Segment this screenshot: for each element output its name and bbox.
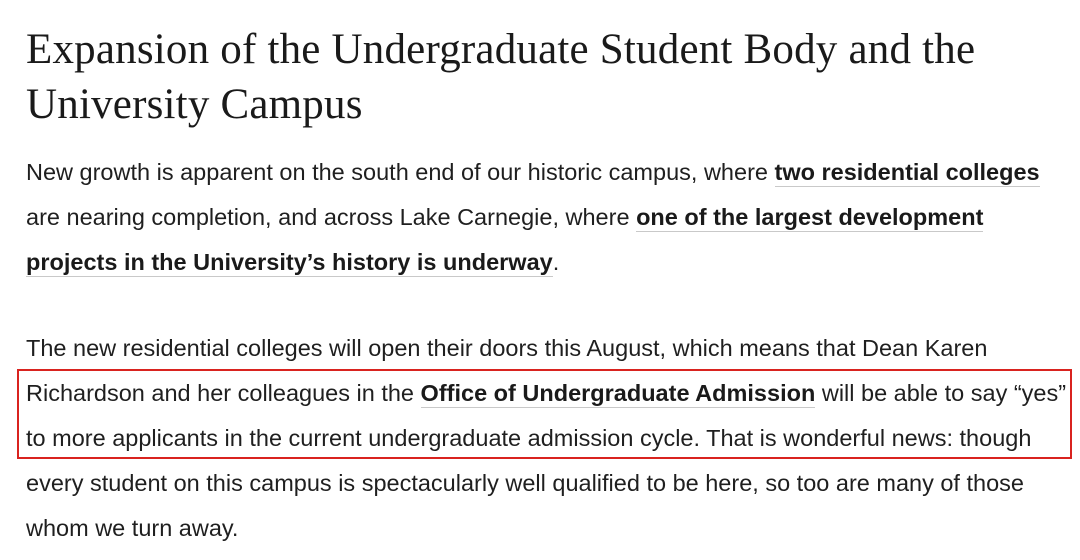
development-projects-link[interactable]: one of the largest development projects in the University’s history is underway [26,204,984,275]
paragraph-text: . [552,249,560,275]
article [26,22,1071,551]
paragraph-residential-colleges [26,326,1071,551]
residential-colleges-link[interactable]: two residential colleges [774,159,1040,185]
paragraph-growth [26,150,1071,285]
article-title: Expansion of the Undergraduate Student Body and the University Campus [26,26,976,128]
paragraph-text: are nearing completion, and across Lake Carnegie, where [26,204,637,230]
admission-office-link[interactable]: Office of Undergraduate Admission [420,380,816,406]
paragraph-text: will be able to say “yes” to more applicants in the current undergraduate admission cycle. That is wonderful news: though every student on this campus is spectacularly well qualified to be here, so too are many of those whom we turn away. [26,380,1067,541]
paragraph-text: New growth is apparent on the south end of our historic campus, where [26,159,775,185]
paragraph-text: The new residential colleges will open their doors this August, which means that Dean Karen Richardson and her colleagues in the [26,335,988,406]
